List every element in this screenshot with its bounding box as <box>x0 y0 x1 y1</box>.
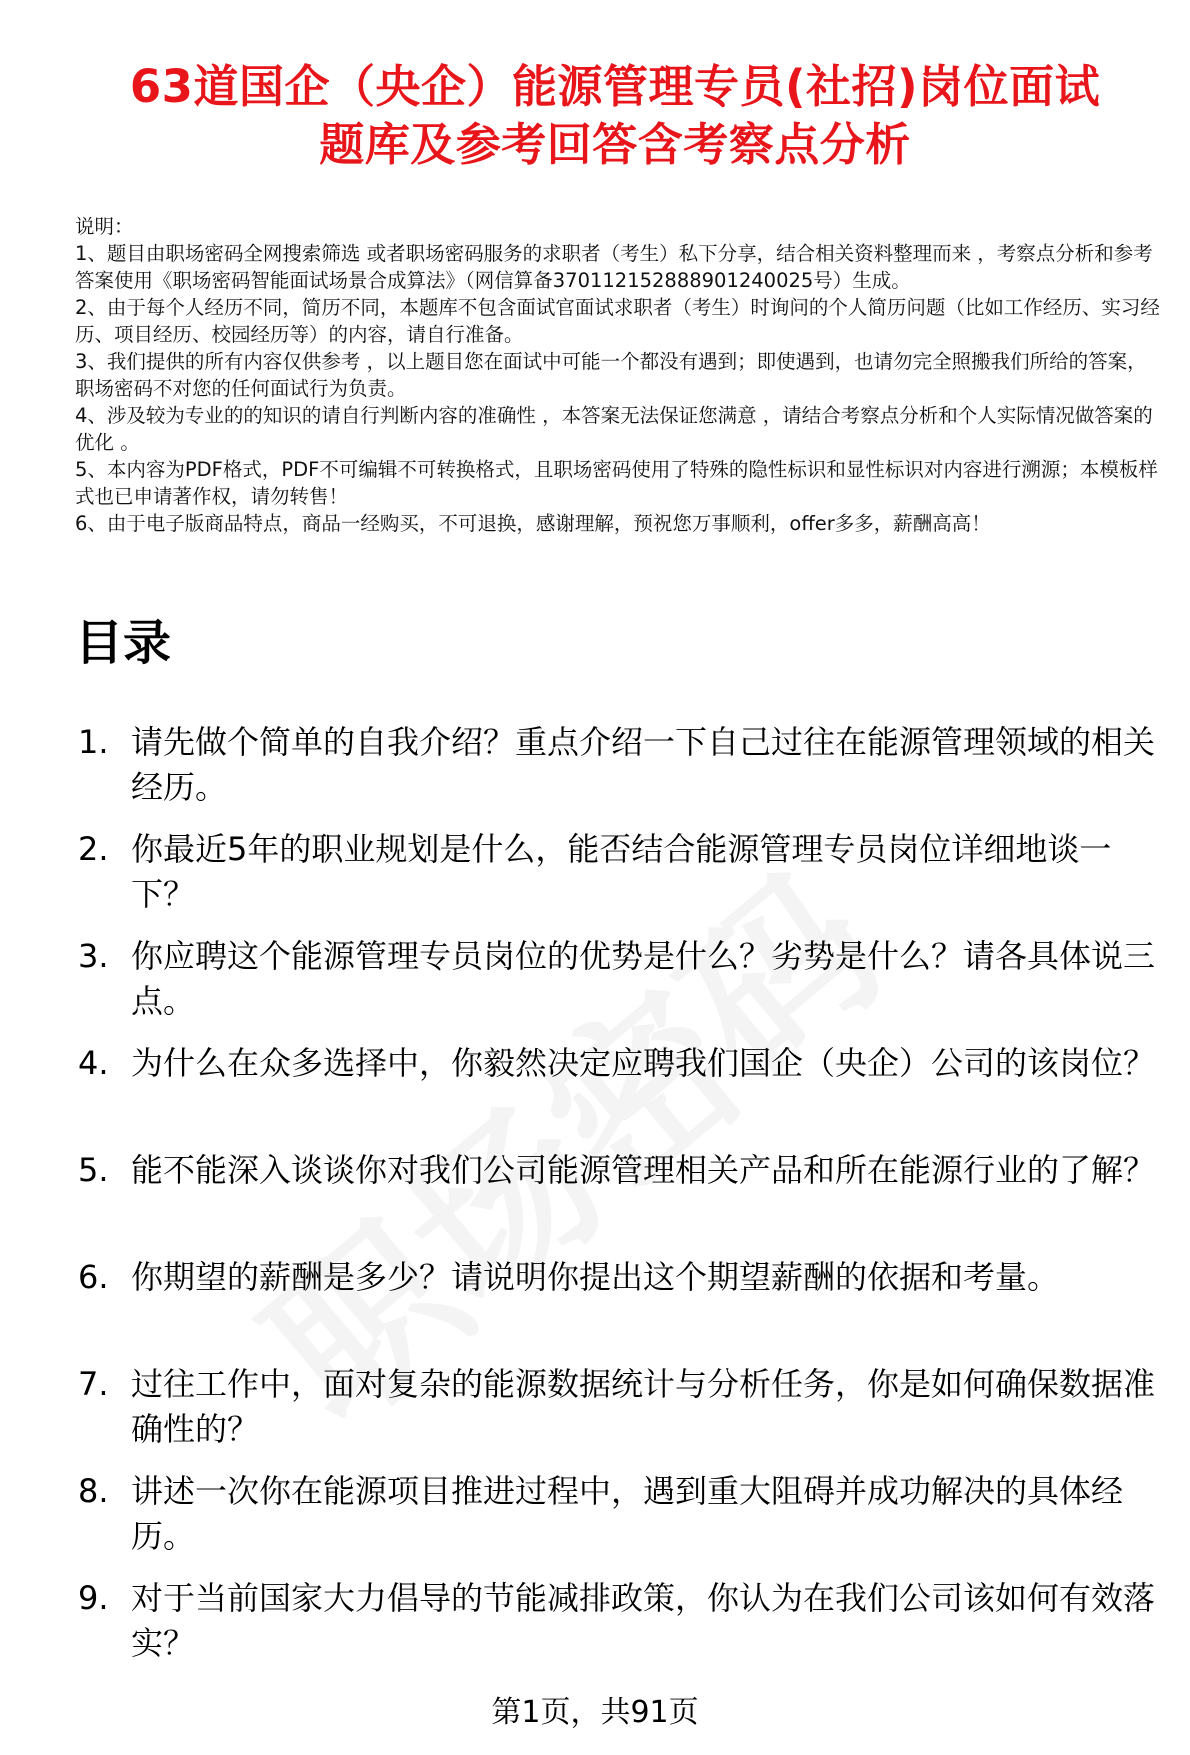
toc-item-text: 能不能深入谈谈你对我们公司能源管理相关产品和所在能源行业的了解？ <box>131 1151 1156 1189</box>
toc-item-number: 6. <box>78 1258 109 1296</box>
toc-item-number: 9. <box>78 1579 109 1617</box>
toc-item[interactable] <box>75 720 1170 827</box>
toc-item[interactable] <box>75 1362 1170 1469</box>
toc-item-number: 3. <box>78 937 109 975</box>
note-item: 3、我们提供的所有内容仅供参考 ，以上题目您在面试中可能一个都没有遇到；即使遇到，也请勿完全照搬我们所给的答案，职场密码不对您的任何面试行为负责。 <box>75 350 1147 400</box>
toc-item-number: 8. <box>78 1472 109 1510</box>
toc-item-text: 你期望的薪酬是多少？请说明你提出这个期望薪酬的依据和考量。 <box>131 1258 1060 1296</box>
notes-heading: 说明： <box>75 215 134 238</box>
note-item: 4、涉及较为专业的的知识的请自行判断内容的准确性 ，本答案无法保证您满意 ，请结合考察点分析和个人实际情况做答案的优化 。 <box>75 404 1153 454</box>
notes-section <box>75 213 1163 537</box>
page-number-footer: 第1页，共91页 <box>491 1695 699 1730</box>
toc-item[interactable] <box>75 827 1170 934</box>
toc-item-text: 你应聘这个能源管理专员岗位的优势是什么？劣势是什么？请各具体说三点。 <box>131 937 1156 1020</box>
toc-item-number: 2. <box>78 830 109 868</box>
toc-item[interactable] <box>75 1041 1170 1148</box>
toc-item-text: 你最近5年的职业规划是什么，能否结合能源管理专员岗位详细地谈一下？ <box>131 830 1112 913</box>
document-title <box>60 58 1170 174</box>
toc-item[interactable] <box>75 1255 1170 1362</box>
note-item: 1、题目由职场密码全网搜索筛选 或者职场密码服务的求职者（考生）私下分享，结合相关资料整理而来 ，考察点分析和参考答案使用《职场密码智能面试场景合成算法》（网信算备370112152888901240025号）生成。 <box>75 242 1153 292</box>
toc-item[interactable] <box>75 1469 1170 1576</box>
toc-item-number: 1. <box>78 723 109 761</box>
toc-item-number: 7. <box>78 1365 109 1403</box>
toc-item-number: 4. <box>78 1044 109 1082</box>
toc-list <box>75 720 1170 1683</box>
toc-item-text: 过往工作中，面对复杂的能源数据统计与分析任务，你是如何确保数据准确性的？ <box>131 1365 1156 1448</box>
toc-item[interactable] <box>75 1148 1170 1255</box>
toc-item-text: 请先做个简单的自我介绍？重点介绍一下自己过往在能源管理领域的相关经历。 <box>131 723 1156 806</box>
title-line-1: 63道国企（央企）能源管理专员(社招)岗位面试 <box>129 60 1101 113</box>
note-item: 6、由于电子版商品特点，商品一经购买，不可退换，感谢理解，预祝您万事顺利，offer多多，薪酬高高！ <box>75 512 991 535</box>
toc-item-text: 对于当前国家大力倡导的节能减排政策，你认为在我们公司该如何有效落实？ <box>131 1579 1156 1662</box>
toc-item-text: 为什么在众多选择中，你毅然决定应聘我们国企（央企）公司的该岗位？ <box>131 1044 1156 1082</box>
toc-item[interactable] <box>75 1576 1170 1683</box>
note-item: 5、本内容为PDF格式，PDF不可编辑不可转换格式，且职场密码使用了特殊的隐性标识和显性标识对内容进行溯源；本模板样式也已申请著作权，请勿转售！ <box>75 458 1158 508</box>
note-item: 2、由于每个人经历不同，简历不同，本题库不包含面试官面试求职者（考生）时询问的个人简历问题（比如工作经历、实习经历、项目经历、校园经历等）的内容，请自行准备。 <box>75 296 1160 346</box>
toc-item-text: 讲述一次你在能源项目推进过程中，遇到重大阻碍并成功解决的具体经历。 <box>131 1472 1124 1555</box>
toc-item-number: 5. <box>78 1151 109 1189</box>
title-line-2: 题库及参考回答含考察点分析 <box>319 118 911 171</box>
toc-item[interactable] <box>75 934 1170 1041</box>
toc-heading: 目录 <box>75 615 172 671</box>
